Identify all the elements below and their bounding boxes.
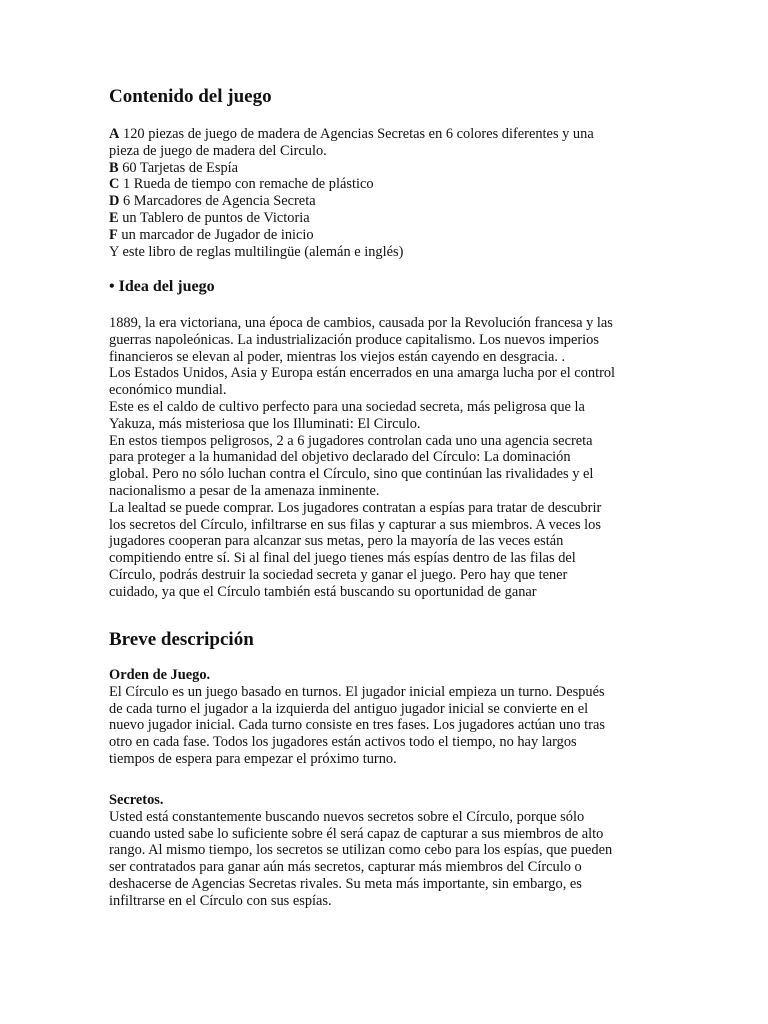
subheading-orden: Orden de Juego. <box>109 667 211 683</box>
text-line: 1889, la era victoriana, una época de cambios, causada por la Revolución francesa y las <box>109 315 613 331</box>
heading-idea: • Idea del juego <box>109 278 215 295</box>
heading-breve: Breve descripción <box>109 629 254 650</box>
text-line: financieros se elevan al poder, mientras los viejos están cayendo en desgracia. . <box>109 348 566 365</box>
text-line: los secretos del Círculo, infiltrarse en sus filas y capturar a sus miembros. A veces los <box>109 516 601 533</box>
item-letter: F <box>109 226 118 243</box>
item-text: Y este libro de reglas multilingüe (alemán e inglés) <box>109 243 404 260</box>
text-line: Este es el caldo de cultivo perfecto para una sociedad secreta, más peligrosa que la <box>109 398 585 415</box>
text-line: cuando usted sabe lo suficiente sobre él será capaz de capturar a sus miembros de alto <box>109 825 604 842</box>
text-line: Círculo, podrás destruir la sociedad secreta y ganar el juego. Pero hay que tener <box>109 566 568 583</box>
contenido-line <box>109 160 669 177</box>
text-line: cuidado, ya que el Círculo también está buscando su oportunidad de ganar <box>109 583 537 600</box>
contenido-list <box>109 126 669 260</box>
secretos-section <box>109 792 669 910</box>
contenido-line <box>109 210 669 227</box>
idea-paragraph <box>109 315 669 601</box>
text-line: Los Estados Unidos, Asia y Europa están encerrados en una amarga lucha por el control <box>109 365 616 382</box>
orden-section <box>109 667 669 768</box>
item-text: un Tablero de puntos de Victoria <box>118 209 310 226</box>
text-line: Usted está constantemente buscando nuevos secretos sobre el Círculo, porque sólo <box>109 808 585 825</box>
text-line: nuevo jugador inicial. Cada turno consiste en tres fases. Los jugadores actúan uno tras <box>109 717 605 734</box>
item-letter: D <box>109 193 120 210</box>
text-line: compitiendo entre sí. Si al final del juego tienes más espías dentro de las filas del <box>109 550 576 567</box>
text-line: El Círculo es un juego basado en turnos. El jugador inicial empieza un turno. Después <box>109 683 605 700</box>
item-text: 1 Rueda de tiempo con remache de plástico <box>119 176 374 193</box>
item-letter: C <box>109 176 120 193</box>
text-line: de cada turno el jugador a la izquierda del antiguo jugador inicial se convierte en el <box>109 700 589 717</box>
item-letter: A <box>109 126 120 142</box>
text-line: nacionalismo a pesar de la amenaza inminente. <box>109 482 380 499</box>
item-text: 60 Tarjetas de Espía <box>118 159 239 176</box>
contenido-line <box>109 244 669 261</box>
heading-contenido: Contenido del juego <box>109 86 272 107</box>
contenido-line <box>109 176 669 193</box>
item-text: pieza de juego de madera del Circulo. <box>109 142 327 159</box>
text-line: guerras napoleónicas. La industrialización produce capitalismo. Los nuevos imperios <box>109 331 599 348</box>
text-line: tiempos de espera para empezar el próximo turno. <box>109 750 397 767</box>
item-text: 6 Marcadores de Agencia Secreta <box>119 193 316 210</box>
text-line: jugadores cooperan para alcanzar sus metas, pero la mayoría de las veces están <box>109 533 564 550</box>
item-letter: B <box>109 159 119 176</box>
item-letter: E <box>109 209 119 226</box>
item-text: 120 piezas de juego de madera de Agencias Secretas en 6 colores diferentes y una <box>119 126 594 142</box>
text-line: Yakuza, más misteriosa que los Illuminati: El Circulo. <box>109 415 421 432</box>
item-text: un marcador de Jugador de inicio <box>117 226 314 243</box>
subheading-secretos: Secretos. <box>109 792 164 808</box>
text-line: rango. Al mismo tiempo, los secretos se utilizan como cebo para los espías, que pueden <box>109 842 613 859</box>
text-line: deshacerse de Agencias Secretas rivales. Su meta más importante, sin embargo, es <box>109 875 582 892</box>
contenido-line <box>109 143 669 160</box>
contenido-line <box>109 193 669 210</box>
text-line: global. Pero no sólo luchan contra el Círculo, sino que continúan las rivalidades y el <box>109 466 594 483</box>
text-line: para proteger a la humanidad del objetivo declarado del Círculo: La dominación <box>109 449 571 466</box>
text-line: infiltrarse en el Círculo con sus espías. <box>109 892 332 909</box>
contenido-line <box>109 227 669 244</box>
text-line: ser contratados para ganar aún más secretos, capturar más miembros del Círculo o <box>109 859 582 876</box>
text-line: otro en cada fase. Todos los jugadores están activos todo el tiempo, no hay largos <box>109 734 577 751</box>
contenido-line <box>109 126 669 143</box>
text-line: La lealtad se puede comprar. Los jugadores contratan a espías para tratar de descubrir <box>109 499 602 516</box>
text-line: económico mundial. <box>109 382 227 399</box>
text-line: En estos tiempos peligrosos, 2 a 6 jugadores controlan cada uno una agencia secreta <box>109 432 593 449</box>
